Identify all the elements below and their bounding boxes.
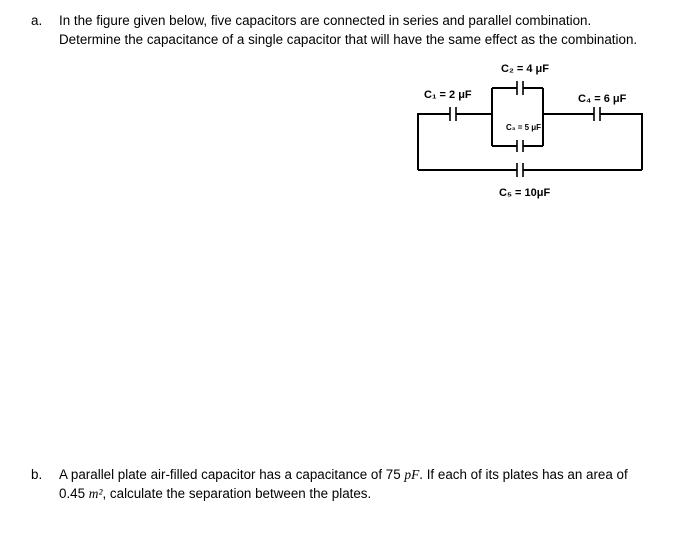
capacitor-c2-label: C₂ = 4 μF [501,63,549,75]
question-a-text [59,11,691,49]
capacitance-unit: pF [404,467,420,482]
area-value: 0.45 [59,486,89,501]
question-a-line-2: Determine the capacitance of a single capacitor that will have the same effect as the combination. [59,32,638,47]
capacitor-circuit-diagram [400,58,660,204]
capacitor-c5-symbol [517,163,523,177]
question-b-line-1-post: . If each of its plates has an area of [419,467,628,482]
question-b-line-1 [59,465,691,484]
question-b-line-2-post: , calculate the separation between the plates. [102,486,372,501]
capacitor-c3-label: C₃ = 5 μF [506,123,542,132]
capacitor-c4-label: C₄ = 6 μF [578,93,627,105]
capacitor-c3-symbol [517,140,523,152]
question-b-line-1-pre: A parallel plate air-filled capacitor has a capacitance of 75 [59,467,405,482]
question-a-marker: a. [31,13,43,28]
capacitor-c5-label: C₅ = 10μF [499,187,551,199]
question-b-line-2 [59,484,691,503]
question-b-marker: b. [31,467,43,482]
capacitor-c1-label: C₁ = 2 μF [424,89,472,101]
capacitor-c2-symbol [517,81,523,95]
question-b-text [59,465,691,503]
question-a-line-1: In the figure given below, five capacitors are connected in series and parallel combination. [59,13,592,28]
capacitor-c4-symbol [594,107,600,121]
area-unit: m² [88,486,103,501]
capacitor-c1-symbol [450,107,456,121]
